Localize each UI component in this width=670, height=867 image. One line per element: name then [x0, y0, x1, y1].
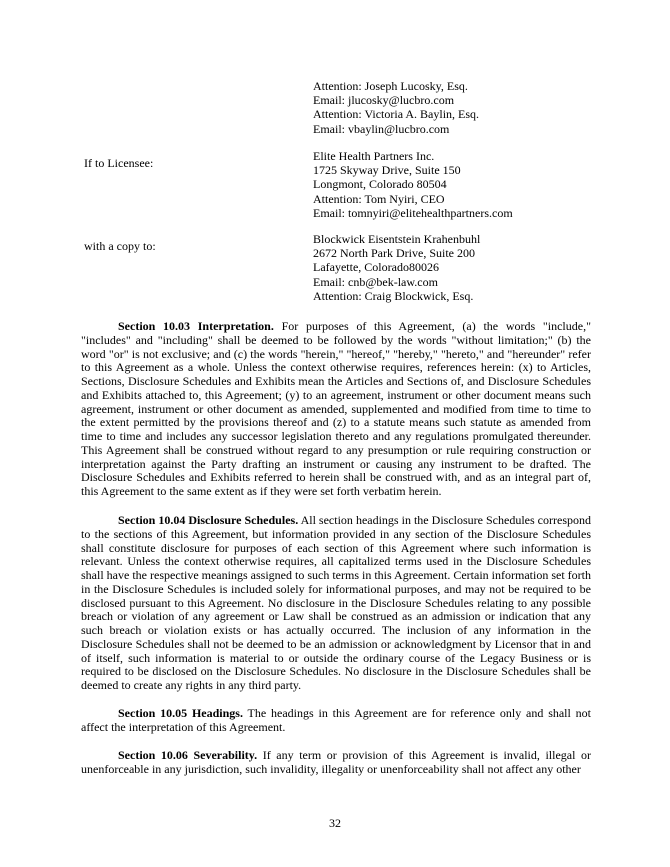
section-10-03-interpretation — [81, 320, 591, 499]
address-line: Attention: Victoria A. Baylin, Esq. — [313, 107, 480, 122]
address-line: Attention: Joseph Lucosky, Esq. — [313, 79, 468, 93]
address-line: Elite Health Partners Inc. — [313, 149, 435, 163]
copy-to-notice-address — [313, 232, 480, 303]
address-line: Email: vbaylin@lucbro.com — [313, 121, 450, 136]
licensee-label: If to Licensee: — [84, 156, 154, 170]
section-heading: Section 10.03 Interpretation. — [118, 319, 274, 333]
address-line: Email: cnb@bek-law.com — [313, 274, 438, 289]
address-line: 1725 Skyway Drive, Suite 150 — [313, 163, 461, 178]
section-body: The headings in this Agreement are for reference only and shall not affect the interpretation of this Agreement. — [81, 706, 591, 734]
address-line: Longmont, Colorado 80504 — [313, 177, 447, 192]
address-line: Email: tomnyiri@elitehealthpartners.com — [313, 205, 513, 220]
section-heading: Section 10.05 Headings. — [118, 706, 243, 720]
section-10-05-headings — [81, 707, 591, 735]
address-line: Lafayette, Colorado80026 — [313, 260, 439, 275]
licensee-notice-address — [313, 149, 513, 220]
page-number: 32 — [329, 816, 341, 830]
section-body: For purposes of this Agreement, (a) the words "include," "includes" and "including" shall be deemed to be followed by the words "without limitation;" (b) the word "or" is not exclusive; and (c) the words "herein," "hereof," "hereby," "hereto," and "hereunder" refer to this Agreement as a whole. Unless the context otherwise requires, references herein: (x) to Articles, Sections, Disclosure Schedules and Exhibits mean the Articles and Sections of, and Disclosure Schedules and Exhibits attached to, this Agreement; (y) to an agreement, instrument or other document means such agreement, instrument or other document as amended, supplemented and modified from time to time to the extent permitted by the provisions thereof and (z) to a statute means such statute as amended from time to time and includes any successor legislation thereto and any regulations promulgated thereunder. This Agreement shall be construed without regard to any presumption or rule requiring construction or interpretation against the Party drafting an instrument or causing any instrument to be drafted. The Disclosure Schedules and Exhibits referred to herein shall be construed with, and as an integral part of, this Agreement to the same extent as if they were set forth verbatim herein. — [81, 319, 591, 498]
address-line: 2672 North Park Drive, Suite 200 — [313, 246, 475, 261]
address-line: Attention: Tom Nyiri, CEO — [313, 191, 445, 206]
section-10-06-severability — [81, 749, 591, 777]
licensor-notice-address — [313, 79, 479, 136]
section-body: If any term or provision of this Agreement is invalid, illegal or unenforceable in any jurisdiction, such invalidity, illegality or unenforceability shall not affect any other — [81, 748, 592, 776]
section-heading: Section 10.04 Disclosure Schedules. — [118, 513, 299, 527]
address-line: Attention: Craig Blockwick, Esq. — [313, 288, 474, 303]
address-line: Blockwick Eisentstein Krahenbuhl — [313, 232, 481, 246]
section-heading: Section 10.06 Severability. — [118, 748, 258, 762]
address-line: Email: jlucosky@lucbro.com — [313, 93, 455, 108]
section-10-04-disclosure-schedules — [81, 514, 591, 693]
section-body: All section headings in the Disclosure Schedules correspond to the sections of this Agreement, but information provided in any section of the Disclosure Schedules shall constitute disclosure for purposes of each section of this Agreement where such information is relevant. Unless the context otherwise requires, all capitalized terms used in the Disclosure Schedules shall have the respective meanings assigned to such terms in this Agreement. Certain information set forth in the Disclosure Schedules is included solely for informational purposes, and may not be required to be disclosed pursuant to this Agreement. No disclosure in the Disclosure Schedules relating to any possible breach or violation of any agreement or Law shall be construed as an admission or indication that any such breach or violation exists or has actually occurred. The inclusion of any information in the Disclosure Schedules shall not be deemed to be an admission or acknowledgment by Licensor that in and of itself, such information is material to or outside the ordinary course of the Legacy Business or is required to be disclosed on the Disclosure Schedules. No disclosure in the Disclosure Schedules shall be deemed to create any rights in any third party. — [81, 513, 592, 692]
copy-to-label: with a copy to: — [84, 239, 156, 253]
